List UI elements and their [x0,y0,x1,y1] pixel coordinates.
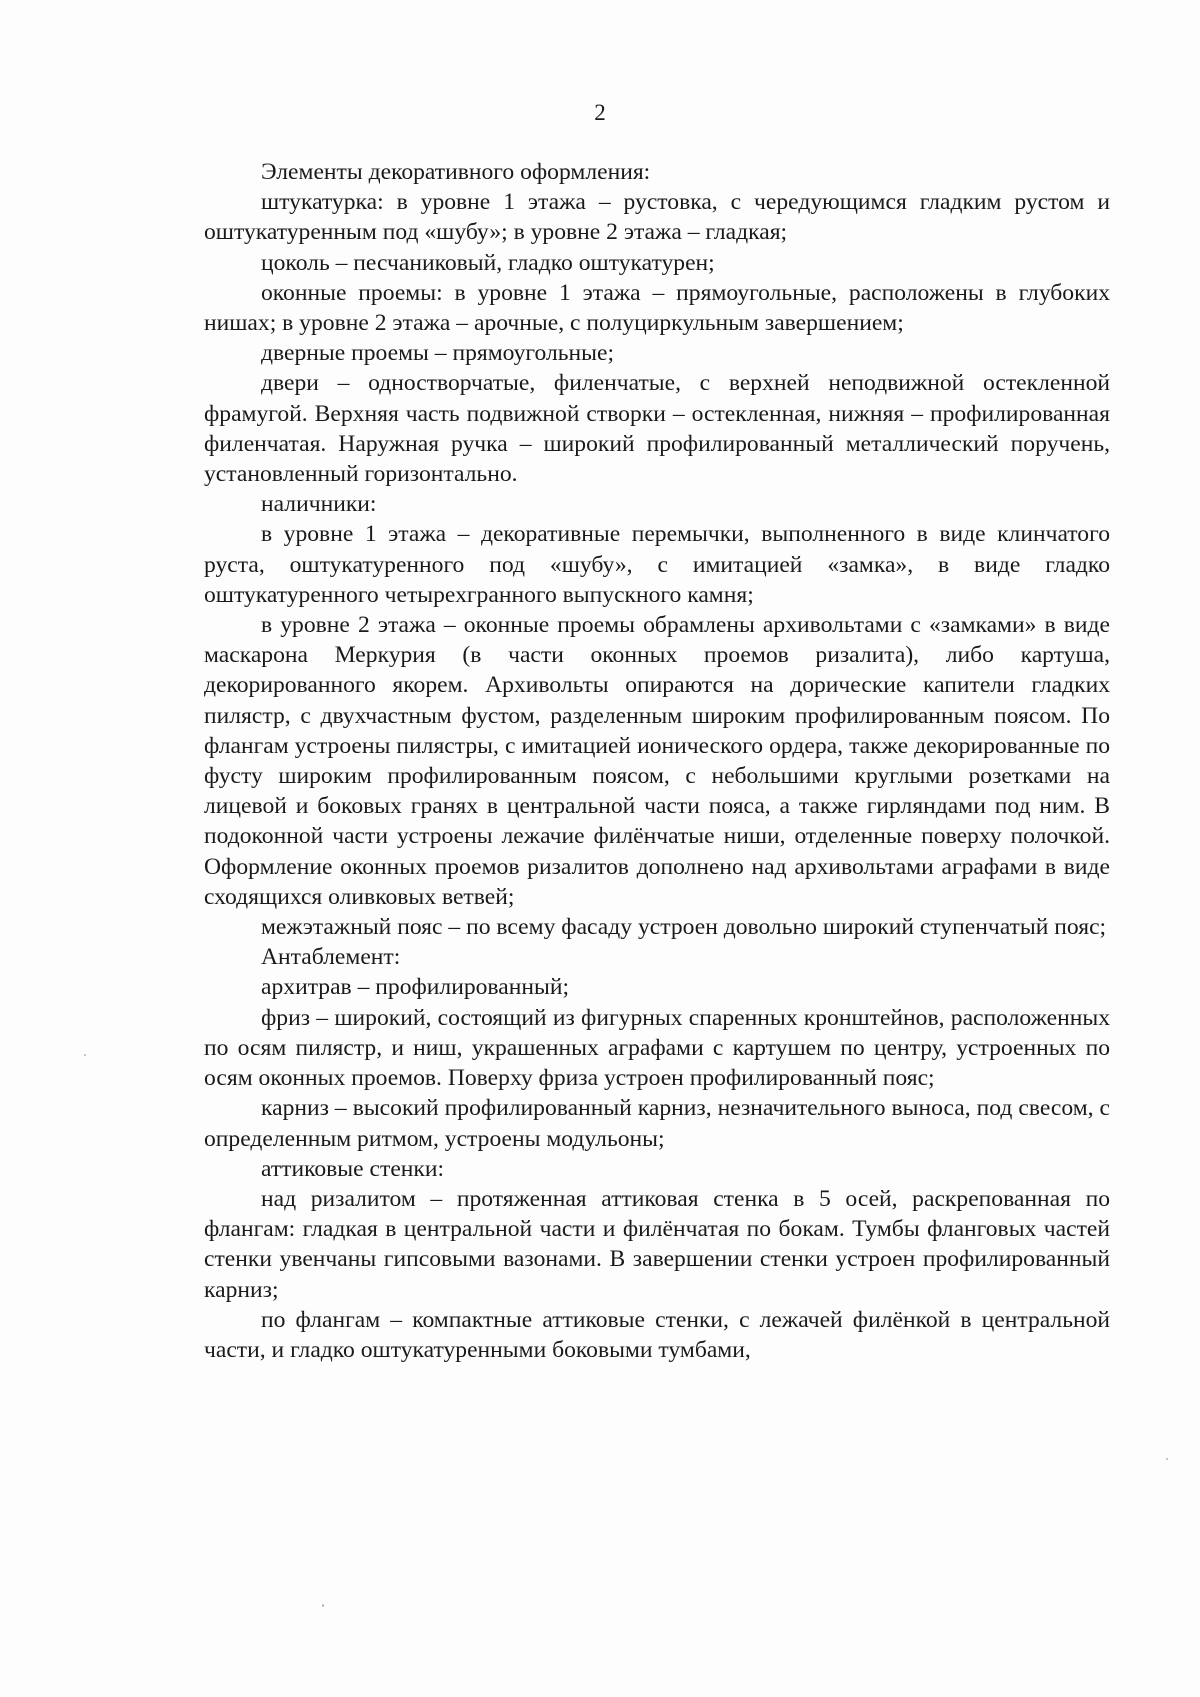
paragraph-architrave: архитрав – профилированный; [261,974,570,1001]
paragraph-casings-floor-1: в уровне 1 этажа – декоративные перемычки, выполненного в виде клинчатого руста, оштукатуренного под «шубу», с имитацией «замка», в виде гладко оштукатуренного четырехгранного выпускного камня; [204,521,1110,608]
paragraph-casings-heading: наличники: [261,491,377,518]
paragraph-doors: двери – одностворчатые, филенчатые, с верхней неподвижной остекленной фрамугой. Верхняя часть подвижной створки – остекленная, нижняя – профилированная филенчатая. Наружная ручка – широкий профилированный металлический поручень, установленный горизонтально. [204,370,1110,488]
document-body [204,157,1110,1365]
paragraph-interfloor-belt: межэтажный пояс – по всему фасаду устроен довольно широкий ступенчатый пояс; [261,914,1107,941]
paragraph-casings-floor-2: в уровне 2 этажа – оконные проемы обрамлены архивольтами с «замками» в виде маскарона Меркурия (в части оконных проемов ризалита), либо картуша, декорированного якорем. Архивольты опираются на дорические капители гладких пилястр, с двухчастным фустом, разделенным широким профилированным поясом. По флангам устроены пилястры, с имитацией ионического ордера, также декорированные по фусту широким профилированным поясом, с небольшими круглыми розетками на лицевой и боковых гранях в центральной части пояса, а также гирляндами под ним. В подоконной части устроены лежачие филёнчатые ниши, отделенные поверху полочкой. Оформление оконных проемов ризалитов дополнено над архивольтами аграфами в виде сходящихся оливковых ветвей; [204,612,1110,910]
paragraph-plinth: цоколь – песчаниковый, гладко оштукатурен; [261,249,715,276]
paragraph-plaster: штукатурка: в уровне 1 этажа – рустовка, с чередующимся гладким рустом и оштукатуренным под «шубу»; в уровне 2 этажа – гладкая; [204,189,1110,246]
paragraph-attic-over-risalit: над ризалитом – протяженная аттиковая стенка в 5 осей, раскрепованная по флангам: гладкая в центральной части и филёнчатая по бокам. Тумбы фланговых частей стенки увенчаны гипсовыми вазонами. В завершении стенки устроен профилированный карниз; [204,1185,1110,1303]
paragraph-entablature-heading: Антаблемент: [261,944,401,971]
paragraph-decoration-heading: Элементы декоративного оформления: [261,159,651,185]
scan-speck [84,1054,86,1056]
paragraph-door-openings: дверные проемы – прямоугольные; [261,340,614,367]
paragraph-window-openings: оконные проемы: в уровне 1 этажа – прямоугольные, расположены в глубоких нишах; в уровне 2 этажа – арочные, с полуциркульным завершением; [204,279,1110,337]
paragraph-frieze: фриз – широкий, состоящий из фигурных спаренных кронштейнов, расположенных по осям пилястр, и ниш, украшенных аграфами с картушем по центру, устроенных по осям оконных проемов. Поверху фриза устроен профилированный пояс; [204,1004,1110,1092]
paragraph-cornice: карниз – высокий профилированный карниз, незначительного выноса, под свесом, с определенным ритмом, устроены модульоны; [204,1095,1110,1152]
scan-speck [322,1604,324,1607]
paragraph-attic-flanks: по флангам – компактные аттиковые стенки, с лежачей филёнкой в центральной части, и гладко оштукатуренными боковыми тумбами, [204,1306,1110,1363]
scan-speck [1166,1458,1168,1460]
page-number: 2 [594,100,606,125]
paragraph-attic-walls-heading: аттиковые стенки: [261,1155,445,1182]
